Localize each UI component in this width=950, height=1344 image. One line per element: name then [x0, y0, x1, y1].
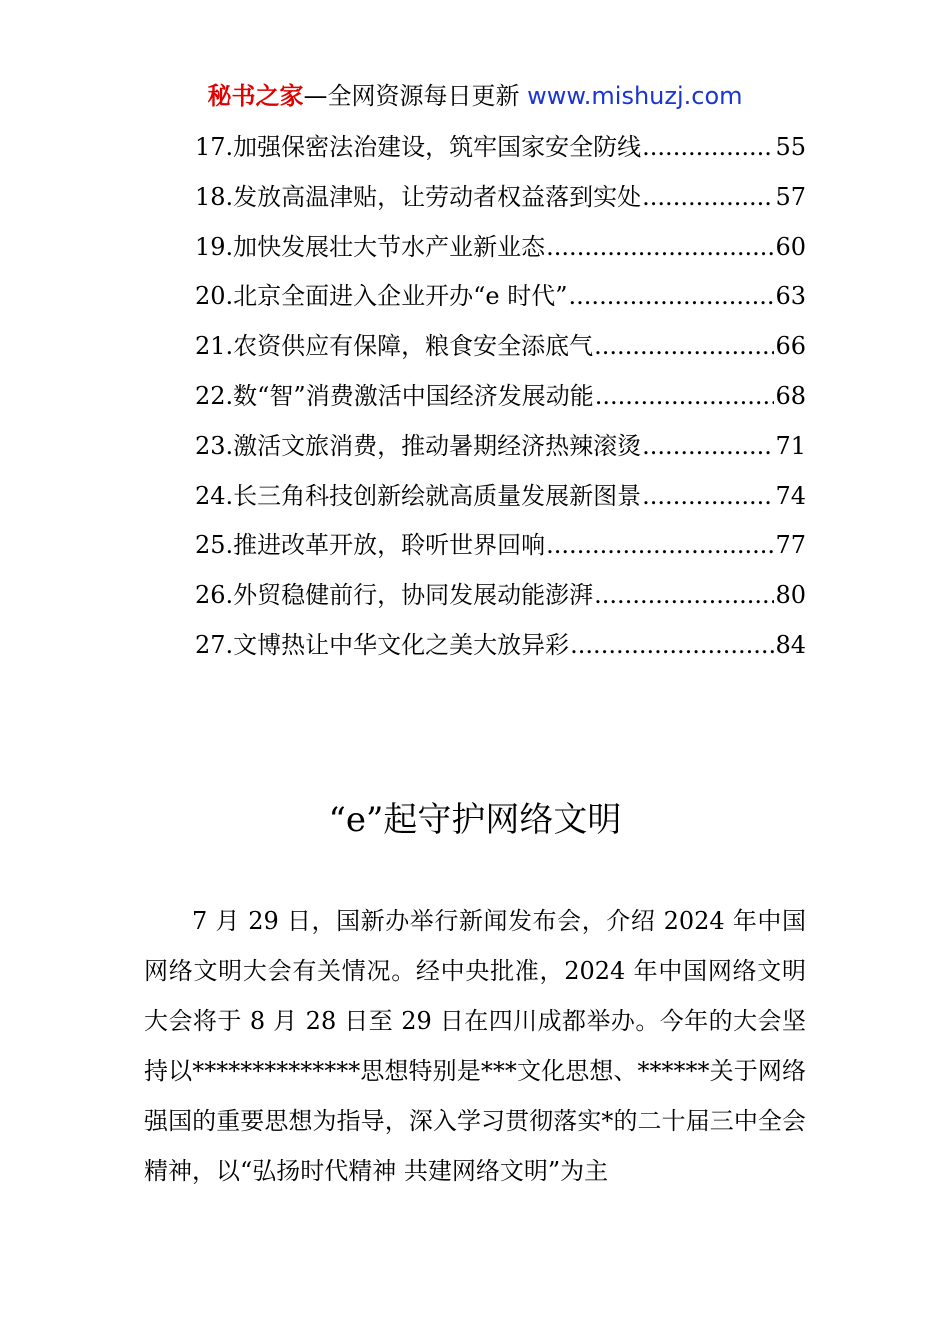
toc-entry[interactable]	[195, 625, 806, 675]
toc-entry-page: 57	[775, 182, 806, 211]
toc-entry[interactable]	[195, 476, 806, 526]
table-of-contents	[195, 127, 806, 675]
toc-entry-page: 66	[775, 332, 806, 361]
toc-leader-dots	[595, 376, 775, 416]
toc-entry-page: 84	[775, 630, 806, 659]
toc-entry[interactable]	[195, 326, 806, 376]
toc-leader-dots	[642, 177, 774, 217]
toc-leader-dots	[569, 276, 775, 316]
toc-leader-dots	[642, 127, 774, 167]
toc-entry[interactable]	[195, 227, 806, 277]
toc-entry[interactable]	[195, 525, 806, 575]
toc-entry-title: 24.长三角科技创新绘就高质量发展新图景	[195, 481, 642, 510]
toc-entry[interactable]	[195, 177, 806, 227]
toc-entry-title: 23.激活文旅消费，推动暑期经济热辣滚烫	[195, 431, 642, 460]
toc-entry-title: 26.外贸稳健前行，协同发展动能澎湃	[195, 581, 594, 610]
toc-leader-dots	[546, 525, 774, 565]
article-paragraph: 7 月 29 日，国新办举行新闻发布会，介绍 2024 年中国网络文明大会有关情况。经中央批准，2024 年中国网络文明大会将于 8 月 28 日至 29 日在四川成都举办。今年的大会坚持以**************思想特别是***文化思想、******关于网络强国的重要思想为指导，深入学习贯彻落实*的二十届三中全会精神，以“弘扬时代精神 共建网络文明”为主	[144, 907, 806, 1185]
toc-entry-page: 71	[775, 431, 806, 460]
toc-entry-page: 68	[775, 381, 806, 410]
toc-entry[interactable]	[195, 575, 806, 625]
toc-entry-page: 77	[775, 531, 806, 560]
toc-entry-title: 20.北京全面进入企业开办“e 时代”	[195, 282, 568, 311]
toc-entry-title: 22.数“智”消费激活中国经济发展动能	[195, 381, 594, 410]
site-brand: 秘书之家	[207, 82, 304, 110]
toc-entry[interactable]	[195, 426, 806, 476]
toc-leader-dots	[546, 227, 774, 267]
toc-leader-dots	[594, 326, 774, 366]
toc-leader-dots	[642, 476, 774, 516]
toc-entry[interactable]	[195, 276, 806, 326]
toc-entry-page: 60	[775, 232, 806, 261]
toc-entry-page: 55	[775, 133, 806, 161]
toc-leader-dots	[642, 426, 774, 466]
article-title: “e”起守护网络文明	[328, 800, 622, 840]
toc-entry-title: 17.加强保密法治建设，筑牢国家安全防线	[195, 133, 642, 161]
toc-entry-title: 27.文博热让中华文化之美大放异彩	[195, 630, 570, 659]
site-url-link[interactable]: www.mishuzj.com	[527, 82, 743, 110]
toc-entry-title: 18.发放高温津贴，让劳动者权益落到实处	[195, 182, 642, 211]
toc-entry-title: 25.推进改革开放，聆听世界回响	[195, 531, 546, 560]
toc-leader-dots	[594, 575, 774, 615]
toc-entry-page: 63	[775, 282, 806, 311]
toc-leader-dots	[570, 625, 774, 665]
toc-entry[interactable]	[195, 376, 806, 426]
toc-entry[interactable]	[195, 127, 806, 177]
toc-entry-title: 21.农资供应有保障，粮食安全添底气	[195, 332, 594, 361]
site-header	[0, 80, 950, 112]
toc-entry-page: 80	[775, 581, 806, 610]
site-tagline: —全网资源每日更新	[303, 82, 528, 110]
toc-entry-title: 19.加快发展壮大节水产业新业态	[195, 232, 546, 261]
toc-entry-page: 74	[775, 481, 806, 510]
